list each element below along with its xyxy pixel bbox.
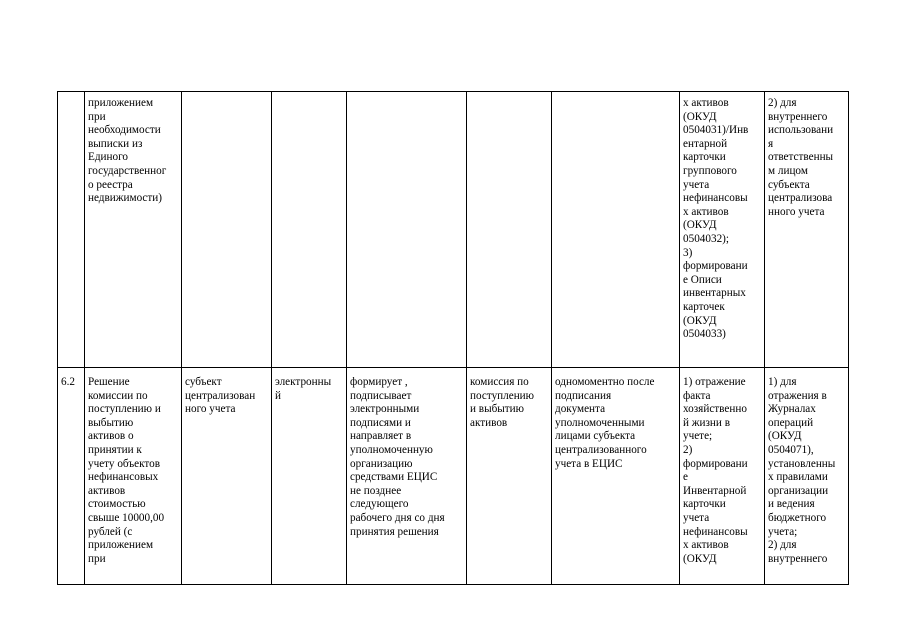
cell-action (347, 92, 467, 368)
document-flow-table (57, 91, 849, 585)
cell-deadline: одномоментно после подписания документа уполномоченными лицами субъекта централизованного учета в ЕЦИС (552, 368, 680, 585)
cell-creator (182, 92, 272, 368)
cell-deadline (552, 92, 680, 368)
cell-number (58, 92, 85, 368)
cell-document: Решение комиссии по поступлению и выбытию активов о принятии к учету объектов нефинансовых активов стоимостью свыше 10000,00 рублей (с приложением при (85, 368, 182, 585)
cell-approver (467, 92, 552, 368)
table-row (58, 92, 849, 368)
cell-use-internal: 1) для отражения в Журналах операций (ОКУД 0504071), установленны х правилами организации и ведения бюджетного учета; 2) для внутреннего (765, 368, 849, 585)
cell-use-internal: 2) для внутреннего использовани я ответственны м лицом субъекта централизова нного учета (765, 92, 849, 368)
cell-approver: комиссия по поступлению и выбытию активов (467, 368, 552, 585)
cell-use-accounting: 1) отражение факта хозяйственно й жизни в учете; 2) формировани е Инвентарной карточки учета нефинансовы х активов (ОКУД (680, 368, 765, 585)
cell-format (272, 92, 347, 368)
cell-format: электронны й (272, 368, 347, 585)
table-row (58, 368, 849, 585)
cell-use-accounting: х активов (ОКУД 0504031)/Инв ентарной карточки группового учета нефинансовы х активов (ОКУД 0504032); 3) формировани е Описи инвентарных карточек (ОКУД 0504033) (680, 92, 765, 368)
cell-action: формирует , подписывает электронными подписями и направляет в уполномоченную организацию средствами ЕЦИС не позднее следующего рабочего дня со дня принятия решения (347, 368, 467, 585)
cell-document: приложением при необходимости выписки из Единого государственног о реестра недвижимости) (85, 92, 182, 368)
cell-number: 6.2 (58, 368, 85, 585)
cell-creator: субъект централизован ного учета (182, 368, 272, 585)
